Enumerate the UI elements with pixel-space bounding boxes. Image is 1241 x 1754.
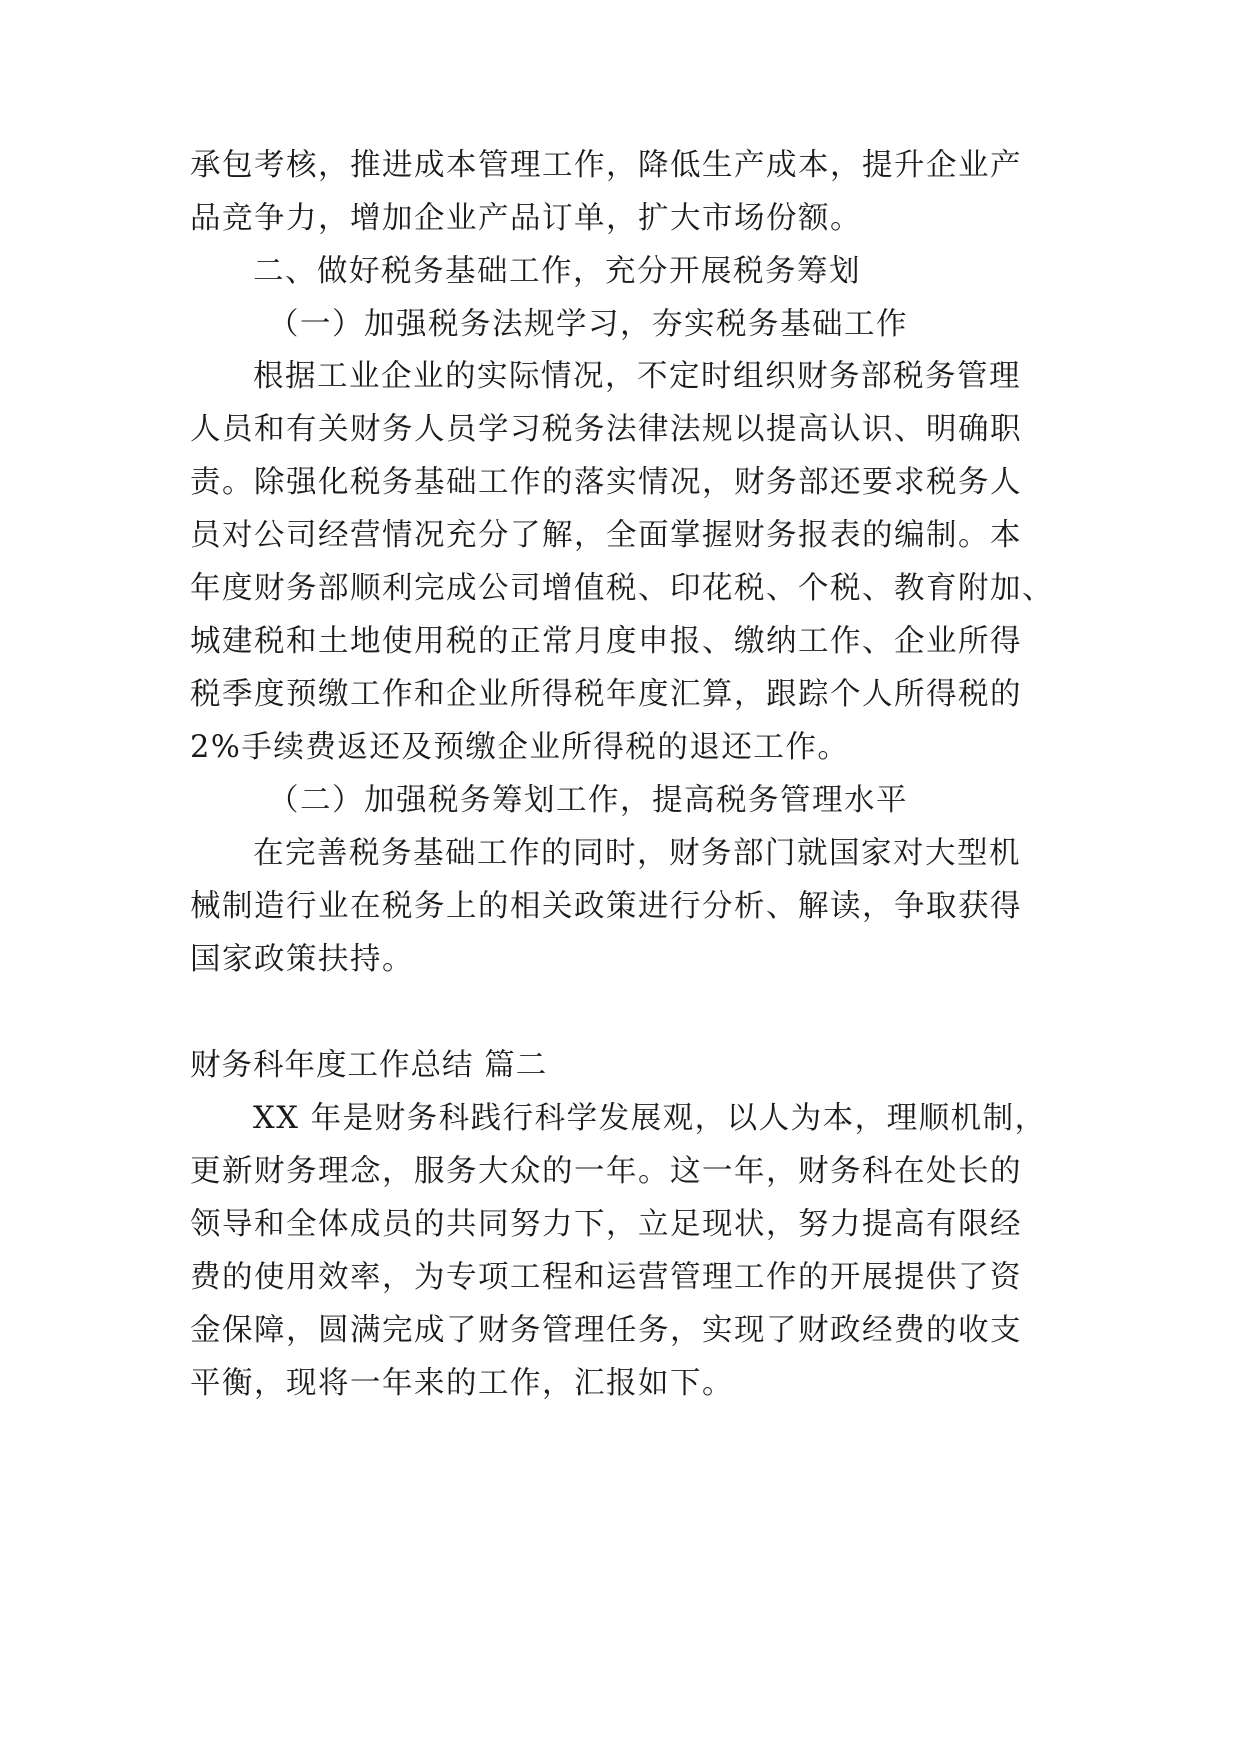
paragraph-line: 更新财务理念，服务大众的一年。这一年，财务科在处长的 xyxy=(190,1154,1022,1189)
paragraph-line: 年度财务部顺利完成公司增值税、印花税、个税、教育附加、 xyxy=(190,571,1054,606)
paragraph-line: XX 年是财务科践行科学发展观，以人为本，理顺机制， xyxy=(253,1101,1047,1136)
paragraph-line: 员对公司经营情况充分了解，全面掌握财务报表的编制。本 xyxy=(190,518,1022,553)
paragraph-line: 金保障，圆满完成了财务管理任务，实现了财政经费的收支 xyxy=(190,1313,1022,1348)
paragraph-line: 领导和全体成员的共同努力下，立足现状，努力提高有限经 xyxy=(190,1207,1022,1242)
subheading: （一）加强税务法规学习，夯实税务基础工作 xyxy=(268,307,908,342)
subheading: （二）加强税务筹划工作，提高税务管理水平 xyxy=(268,783,908,818)
paragraph-line: 国家政策扶持。 xyxy=(190,942,414,977)
paragraph-line: 税季度预缴工作和企业所得税年度汇算，跟踪个人所得税的 xyxy=(190,677,1022,712)
paragraph-line: 费的使用效率，为专项工程和运营管理工作的开展提供了资 xyxy=(190,1260,1022,1295)
paragraph-line: 责。除强化税务基础工作的落实情况，财务部还要求税务人 xyxy=(190,465,1022,500)
paragraph-line: 2%手续费返还及预缴企业所得税的退还工作。 xyxy=(190,730,850,765)
paragraph-line: 城建税和土地使用税的正常月度申报、缴纳工作、企业所得 xyxy=(190,624,1022,659)
paragraph-line: 平衡，现将一年来的工作，汇报如下。 xyxy=(190,1366,734,1401)
paragraph-line: 品竞争力，增加企业产品订单，扩大市场份额。 xyxy=(190,201,862,236)
paragraph-line: 根据工业企业的实际情况，不定时组织财务部税务管理 xyxy=(253,359,1021,394)
paragraph-line: 承包考核，推进成本管理工作，降低生产成本，提升企业产 xyxy=(190,148,1022,183)
paragraph-line: 械制造行业在税务上的相关政策进行分析、解读，争取获得 xyxy=(190,889,1022,924)
paragraph-line: 人员和有关财务人员学习税务法律法规以提高认识、明确职 xyxy=(190,412,1022,447)
section-heading: 二、做好税务基础工作，充分开展税务筹划 xyxy=(253,254,861,289)
article-title: 财务科年度工作总结 篇二 xyxy=(190,1048,548,1083)
paragraph-line: 在完善税务基础工作的同时，财务部门就国家对大型机 xyxy=(253,836,1021,871)
